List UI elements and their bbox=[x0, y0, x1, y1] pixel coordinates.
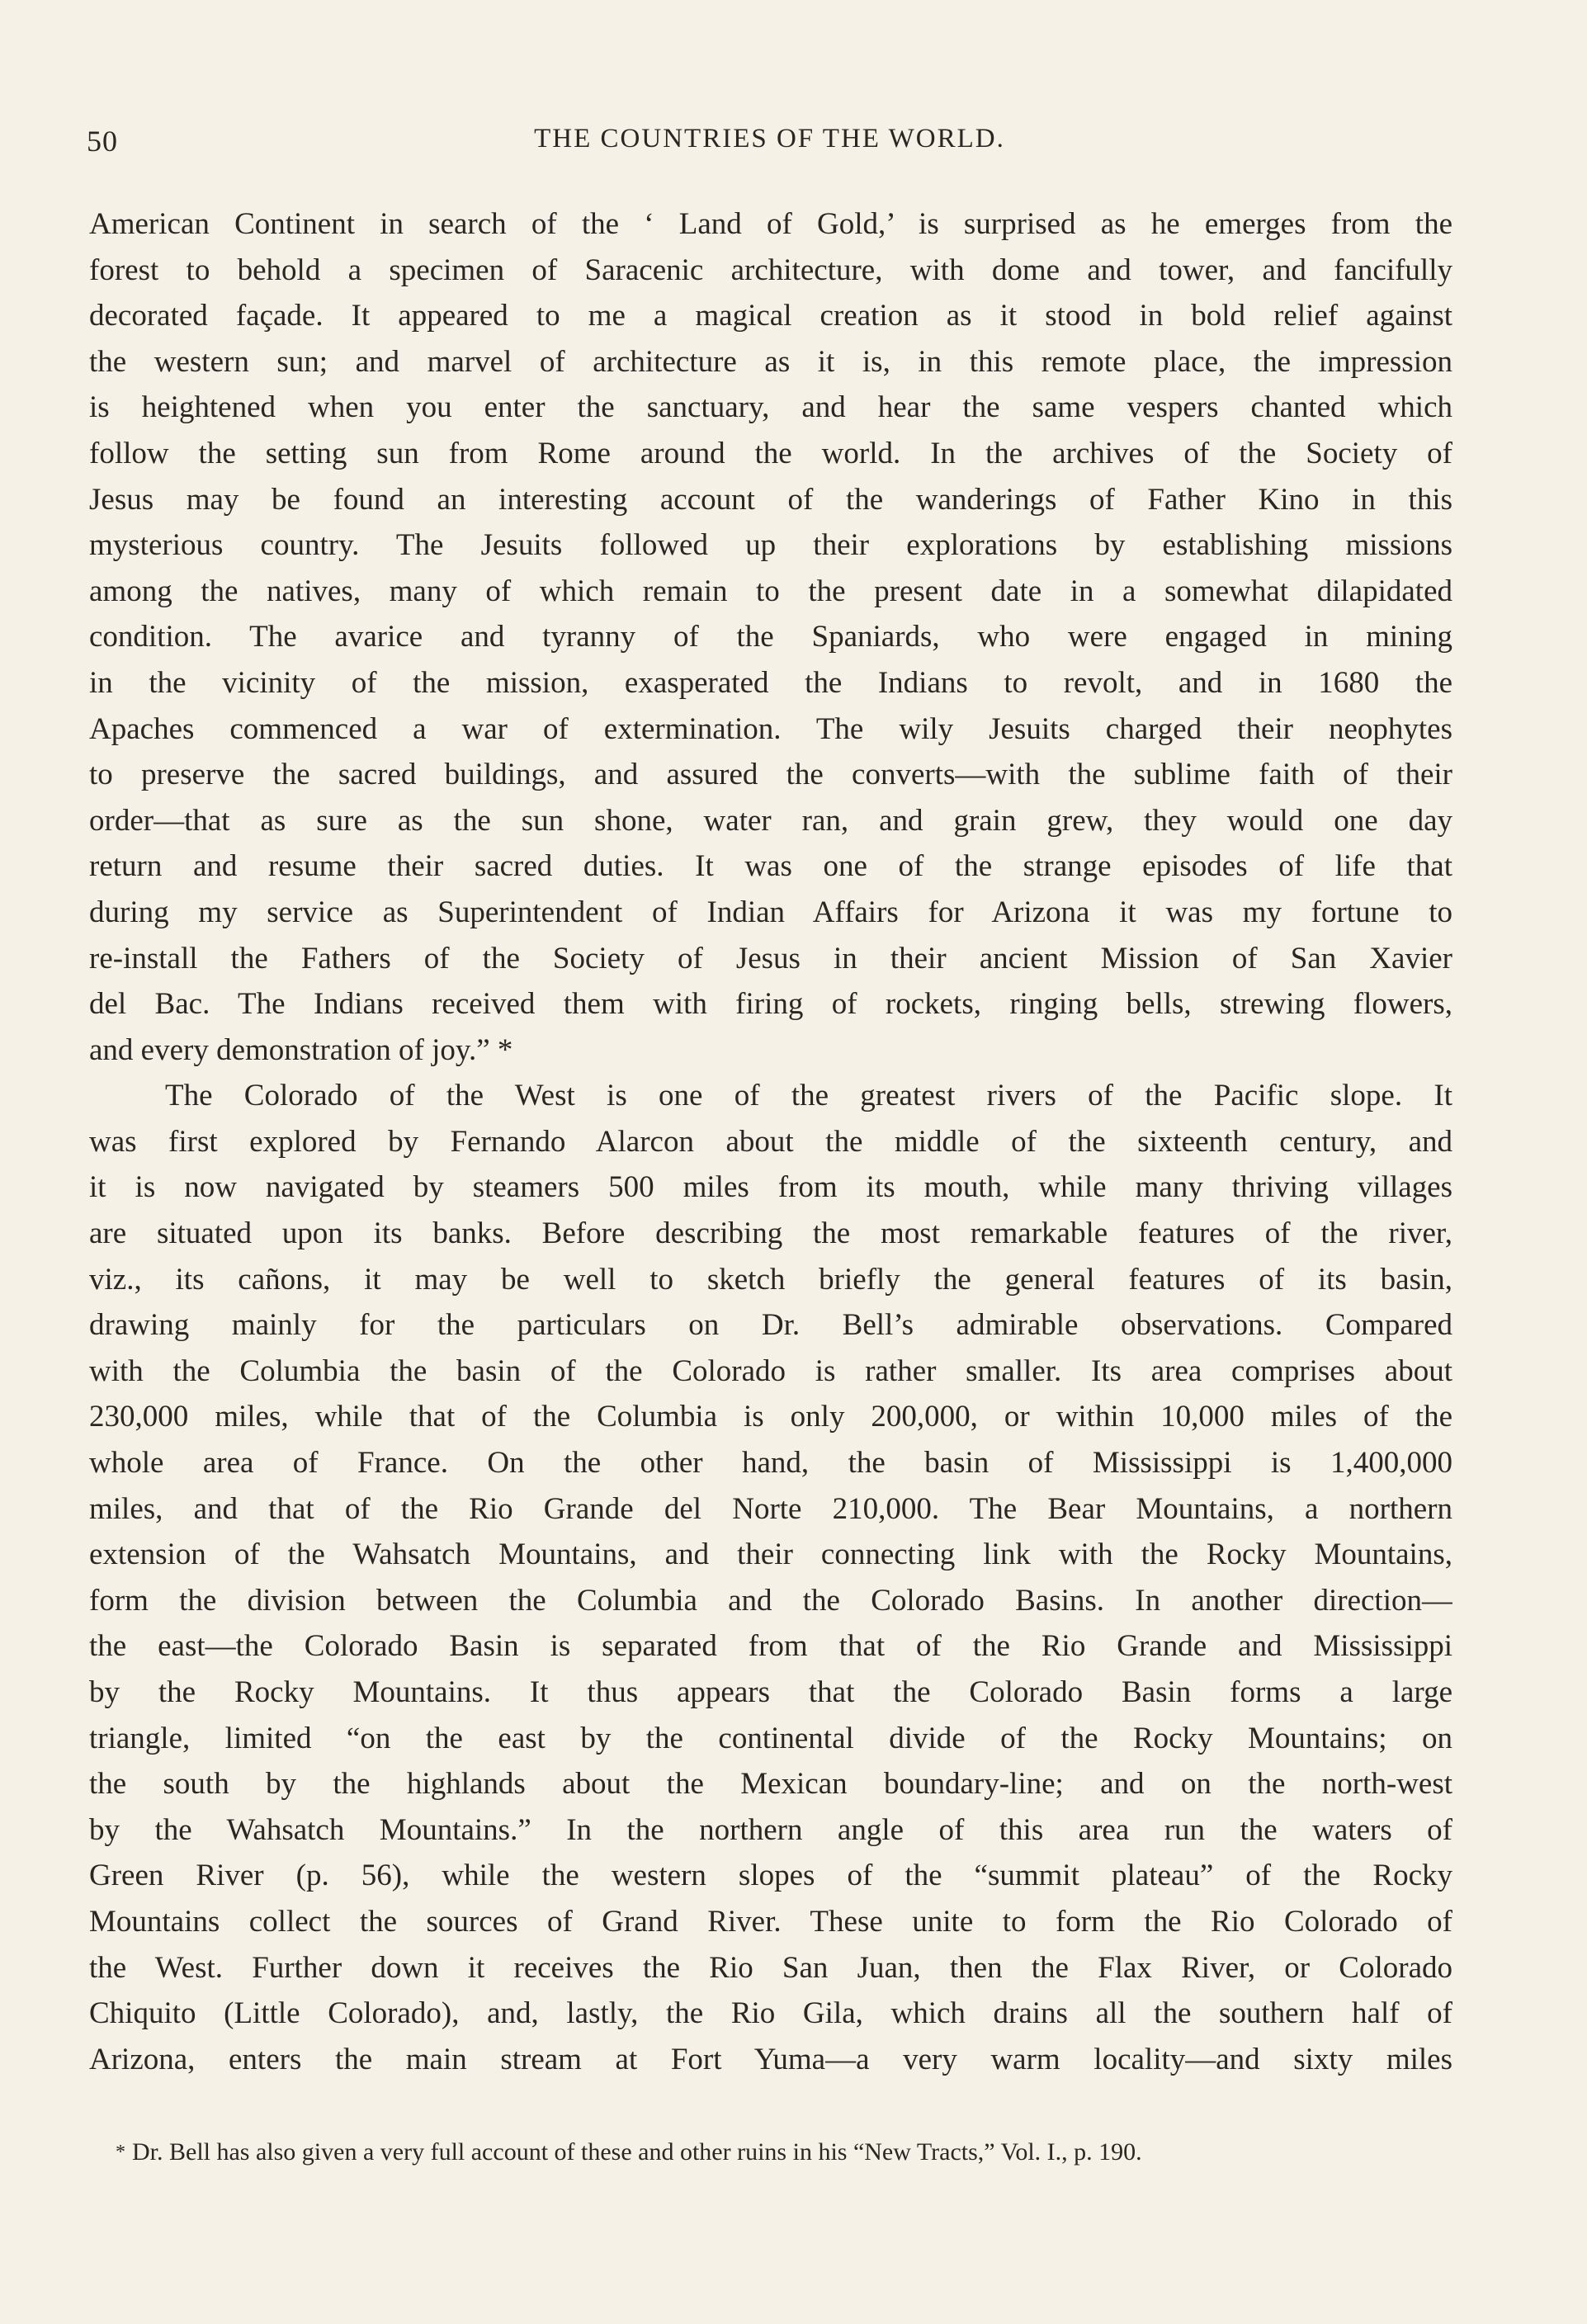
running-head bbox=[87, 124, 1452, 165]
text-line: the West. Further down it receives the Rio San Juan, then the Flax River, or Colorado bbox=[89, 1950, 1452, 1985]
body-text bbox=[89, 201, 1452, 2082]
footnote-marker: * bbox=[116, 2142, 125, 2163]
text-line: to preserve the sacred buildings, and assured the converts—with the sublime faith of their bbox=[89, 758, 1452, 792]
footnote bbox=[116, 2136, 1452, 2169]
text-line: among the natives, many of which remain to the present date in a somewhat dilapidated bbox=[89, 574, 1452, 608]
text-line: drawing mainly for the particulars on Dr. Bell’s admirable observations. Compared bbox=[89, 1308, 1452, 1343]
text-line: mysterious country. The Jesuits followed up their explorations by establishing missions bbox=[89, 528, 1452, 563]
text-line: follow the setting sun from Rome around the world. In the archives of the Society of bbox=[89, 436, 1452, 470]
text-line: and every demonstration of joy.” * bbox=[89, 1032, 513, 1067]
text-line: 230,000 miles, while that of the Columbia is only 200,000, or within 10,000 miles of the bbox=[89, 1400, 1452, 1434]
paragraph-start-line: The Colorado of the West is one of the greatest rivers of the Pacific slope. It bbox=[165, 1079, 1452, 1113]
text-line: re-install the Fathers of the Society of Jesus in their ancient Mission of San Xavier bbox=[89, 941, 1452, 975]
text-line: by the Wahsatch Mountains.” In the northern angle of this area run the waters of bbox=[89, 1812, 1452, 1847]
text-line: return and resume their sacred duties. It was one of the strange episodes of life that bbox=[89, 849, 1452, 884]
text-line: Green River (p. 56), while the western slopes of the “summit plateau” of the Rocky bbox=[89, 1859, 1452, 1893]
running-title: THE COUNTRIES OF THE WORLD. bbox=[534, 124, 1005, 154]
text-line: whole area of France. On the other hand, the basin of Mississippi is 1,400,000 bbox=[89, 1446, 1452, 1481]
text-line: American Continent in search of the ‘ Land of Gold,’ is surprised as he emerges from the bbox=[89, 207, 1452, 241]
text-line: decorated façade. It appeared to me a magical creation as it stood in bold relief against bbox=[89, 299, 1452, 333]
text-line: condition. The avarice and tyranny of the Spaniards, who were engaged in mining bbox=[89, 620, 1452, 654]
footnote-text: Dr. Bell has also given a very full account of these and other ruins in his “New Tracts,” Vol. I., p. 190. bbox=[132, 2138, 1142, 2166]
text-line: extension of the Wahsatch Mountains, and their connecting link with the Rocky Mountains, bbox=[89, 1538, 1452, 1572]
text-line: miles, and that of the Rio Grande del Norte 210,000. The Bear Mountains, a northern bbox=[89, 1491, 1452, 1526]
text-line: form the division between the Columbia and the Colorado Basins. In another direction— bbox=[89, 1583, 1452, 1618]
text-line: with the Columbia the basin of the Colorado is rather smaller. Its area comprises about bbox=[89, 1353, 1452, 1388]
text-line: forest to behold a specimen of Saracenic architecture, with dome and tower, and fancifully bbox=[89, 253, 1452, 287]
text-line: in the vicinity of the mission, exasperated the Indians to revolt, and in 1680 the bbox=[89, 665, 1452, 700]
text-line: Mountains collect the sources of Grand River. These unite to form the Rio Colorado of bbox=[89, 1904, 1452, 1939]
text-line: was first explored by Fernando Alarcon about the middle of the sixteenth century, and bbox=[89, 1124, 1452, 1159]
text-line: viz., its cañons, it may be well to sketch briefly the general features of its basin, bbox=[89, 1262, 1452, 1297]
text-line: by the Rocky Mountains. It thus appears that the Colorado Basin forms a large bbox=[89, 1675, 1452, 1709]
page-number: 50 bbox=[87, 125, 118, 158]
text-line: del Bac. The Indians received them with firing of rockets, ringing bells, strewing flowers, bbox=[89, 987, 1452, 1022]
text-line: the western sun; and marvel of architecture as it is, in this remote place, the impression bbox=[89, 344, 1452, 379]
text-line: during my service as Superintendent of Indian Affairs for Arizona it was my fortune to bbox=[89, 895, 1452, 929]
text-line: triangle, limited “on the east by the continental divide of the Rocky Mountains; on bbox=[89, 1721, 1452, 1755]
text-line: Arizona, enters the main stream at Fort Yuma—a very warm locality—and sixty miles bbox=[89, 2042, 1452, 2076]
text-line: Chiquito (Little Colorado), and, lastly, the Rio Gila, which drains all the southern half of bbox=[89, 1996, 1452, 2031]
text-line: order—that as sure as the sun shone, water ran, and grain grew, they would one day bbox=[89, 803, 1452, 838]
text-line: are situated upon its banks. Before describing the most remarkable features of the river, bbox=[89, 1216, 1452, 1251]
text-line: it is now navigated by steamers 500 miles from its mouth, while many thriving villages bbox=[89, 1170, 1452, 1205]
text-line: Apaches commenced a war of extermination. The wily Jesuits charged their neophytes bbox=[89, 711, 1452, 746]
text-line: is heightened when you enter the sanctuary, and hear the same vespers chanted which bbox=[89, 390, 1452, 425]
text-line: the east—the Colorado Basin is separated from that of the Rio Grande and Mississippi bbox=[89, 1629, 1452, 1664]
text-line: the south by the highlands about the Mexican boundary-line; and on the north-west bbox=[89, 1767, 1452, 1802]
text-line: Jesus may be found an interesting account of the wanderings of Father Kino in this bbox=[89, 482, 1452, 517]
